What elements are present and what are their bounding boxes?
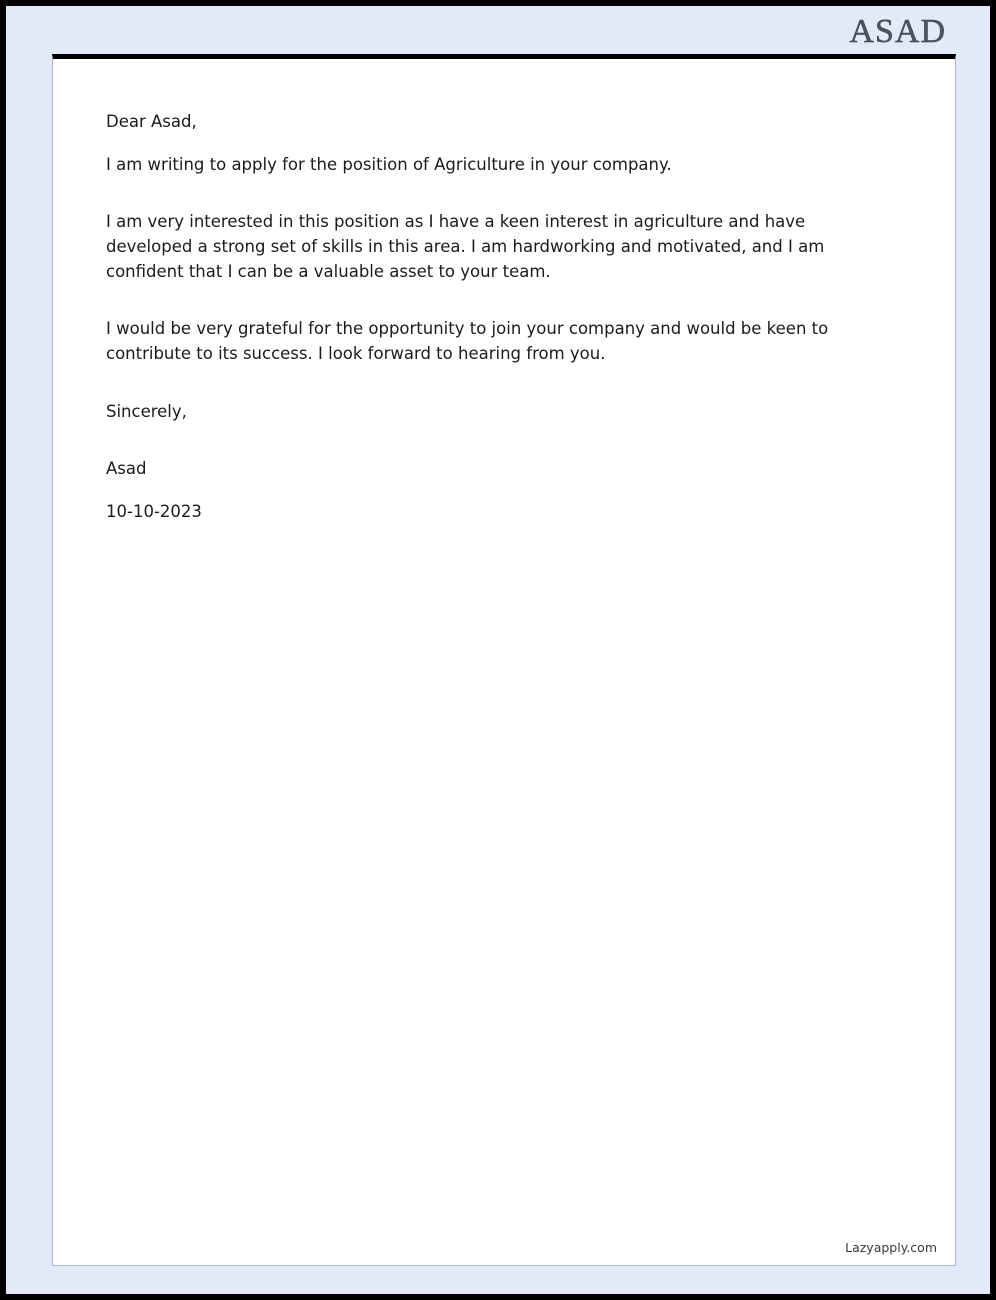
letter-signature-name: Asad [106,458,147,478]
letter-date: 10-10-2023 [106,501,202,521]
letter-salutation: Dear Asad, [106,112,197,131]
cover-letter-body [106,109,925,556]
document-header [12,12,984,52]
letter-intro-paragraph: I am writing to apply for the position of Agriculture in your company. [106,155,672,175]
letter-body-paragraph-2: I would be very grateful for the opportunity to join your company and would be keen to contribute to its success. I look forward to hearing from you. [106,319,829,364]
brand-logo-text: ASAD [849,13,946,50]
footer-watermark: Lazyapply.com [845,1240,937,1255]
letter-closing: Sincerely, [106,401,187,421]
letter-body-paragraph-1: I am very interested in this position as I have a keen interest in agriculture and have developed a strong set of skills in this area. I am hardworking and motivated, and I am confident that I can be a valuable asset to your team. [106,212,825,282]
letter-sheet [52,54,956,1266]
